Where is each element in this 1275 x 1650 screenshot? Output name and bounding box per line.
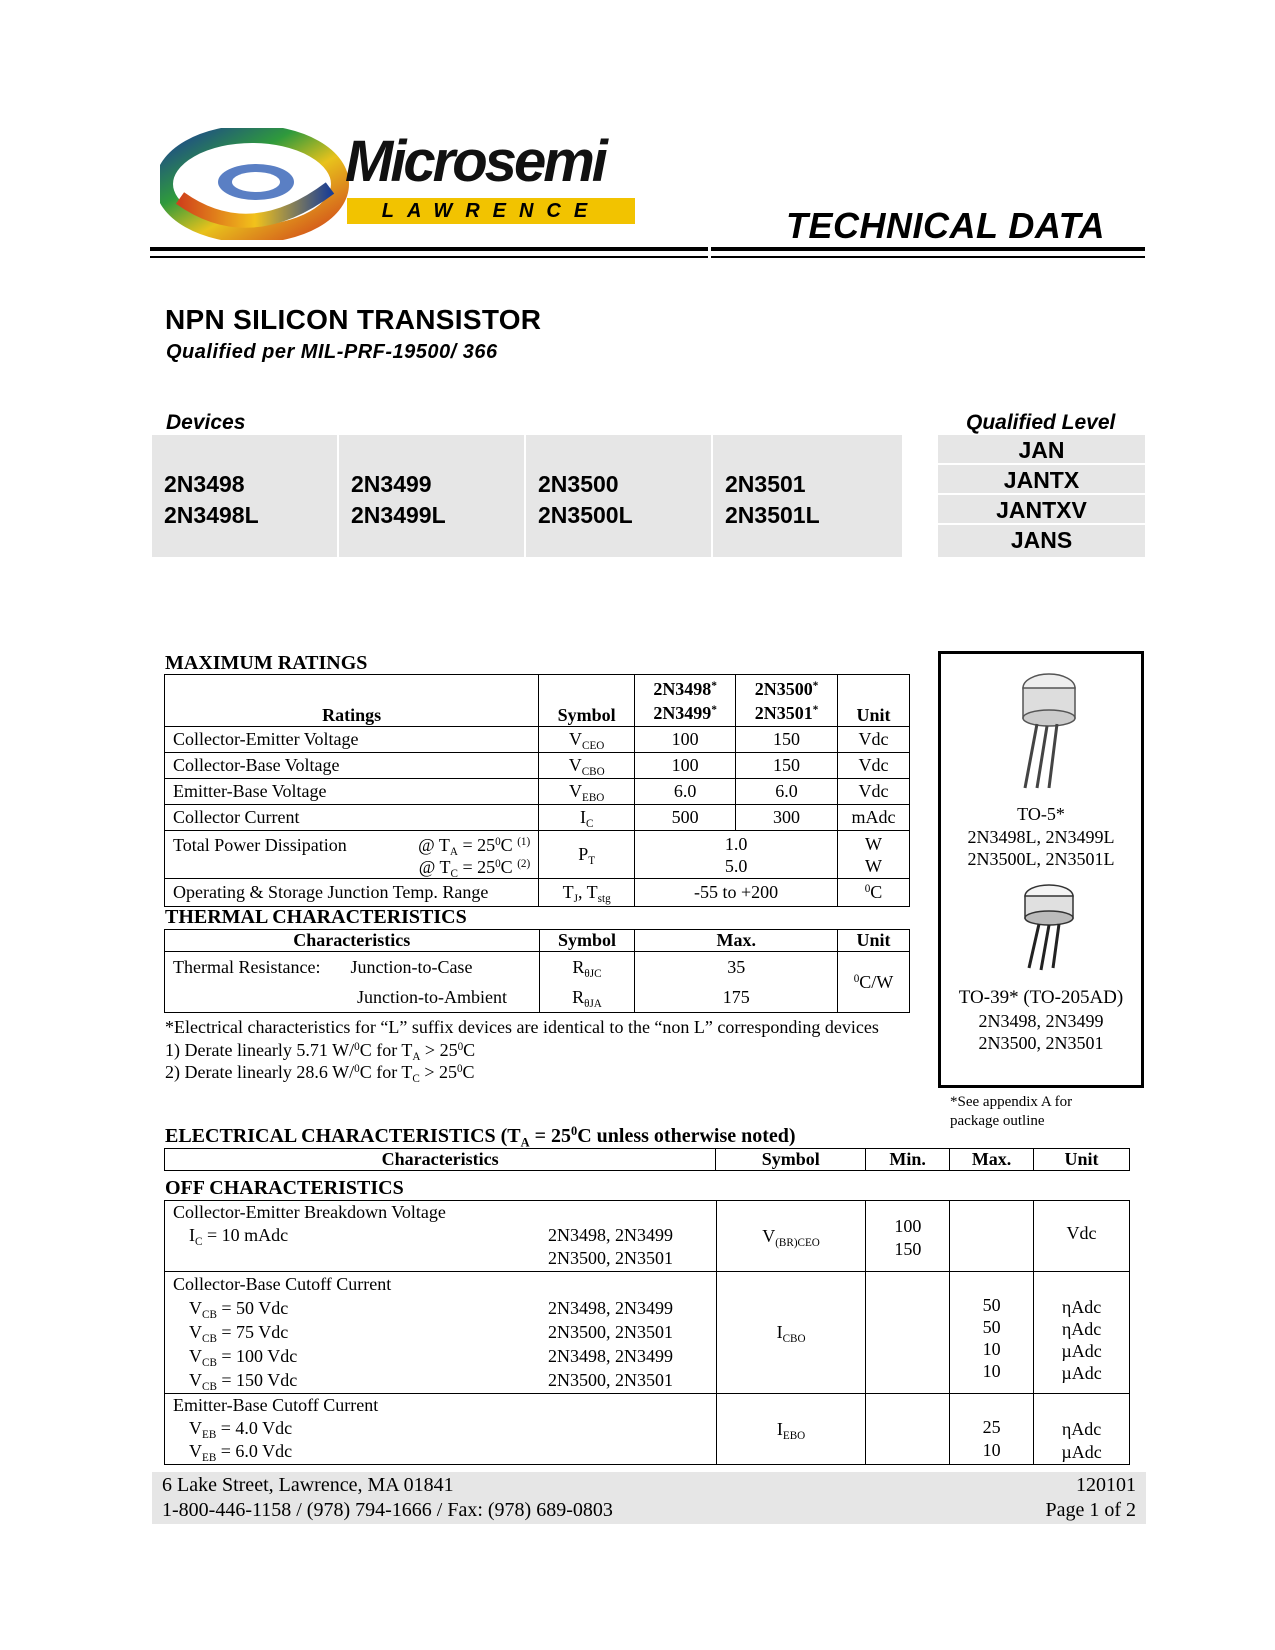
footer-address: 6 Lake Street, Lawrence, MA 01841 bbox=[162, 1474, 454, 1496]
device-column bbox=[152, 435, 339, 557]
thermal-table bbox=[164, 929, 910, 1013]
qualified-level: JANTXV bbox=[938, 495, 1145, 525]
qualified-level: JANS bbox=[1010, 527, 1073, 553]
note-derate-2: 2) Derate linearly 28.6 W/$^0$C for $T_C > 25^0C$ bbox=[165, 1062, 475, 1085]
microsemi-logo bbox=[160, 128, 660, 240]
device-part: 2N3499 bbox=[351, 471, 432, 497]
footer-page-number: Page 1 of 2 bbox=[1045, 1499, 1136, 1521]
header-rule-gap bbox=[708, 245, 711, 261]
header-rule-thick bbox=[150, 247, 1145, 251]
table-row-temp: Operating & Storage Junction Temp. Range $T_J$, $T_{stg}$ -55 to +200 $^0$C bbox=[165, 879, 910, 907]
table-row: Collector-Base Voltage $V_{CBO}$ 100 150 Vdc bbox=[165, 753, 910, 779]
col-symbol: Symbol bbox=[539, 675, 635, 727]
table-row-iebo: Emitter-Base Cutoff Current $V_{EB} = 4.0$ Vdc $V_{EB} = 6.0$ Vdc $I_{EBO}$ 25 10 ηAdc µAdc bbox=[165, 1394, 1130, 1465]
col-unit: Unit bbox=[838, 675, 910, 727]
technical-data-heading: TECHNICAL DATA bbox=[786, 205, 1105, 246]
device-column bbox=[526, 435, 713, 557]
footer bbox=[152, 1472, 1146, 1524]
to5-label: TO-5* bbox=[1017, 804, 1065, 824]
col-ratings: Ratings bbox=[165, 675, 539, 727]
to39-package-icon bbox=[1011, 882, 1081, 972]
page-subtitle: Qualified per MIL-PRF-19500/ 366 bbox=[166, 341, 498, 363]
device-part: 2N3500 bbox=[538, 471, 619, 497]
off-characteristics-heading: OFF CHARACTERISTICS bbox=[165, 1177, 404, 1199]
package-note: *See appendix A for package outline bbox=[950, 1094, 1073, 1129]
table-row: Collector-Emitter Voltage $V_{CEO}$ 100 150 Vdc bbox=[165, 727, 910, 753]
device-part: 2N3498 bbox=[164, 471, 245, 497]
footer-code: 120101 bbox=[1076, 1474, 1136, 1496]
devices-box bbox=[152, 435, 902, 557]
device-part: 2N3501 bbox=[725, 471, 806, 497]
table-row-icbo: Collector-Base Cutoff Current $V_{CB} = 50$ Vdc 2N3498, 2N3499 $V_{CB} = 75$ Vdc 2N3500, 2N3501 $V_{CB} = 100$ Vdc 2N3498, 2N3499 $V_{CB} = 150$ Vdc 2N3500, 2N3501 $I_{CBO}$ 50 50 10 10 ηAdc ηAdc µAdc µAdc bbox=[165, 1272, 1130, 1394]
footer-phone: 1-800-446-1158 / (978) 794-1666 / Fax: (978) 689-0803 bbox=[162, 1499, 613, 1521]
device-column bbox=[713, 435, 902, 557]
to39-label: TO-39* (TO-205AD) bbox=[958, 987, 1124, 1008]
logo-wordmark: Microsemi bbox=[345, 129, 605, 194]
qualified-level: JAN bbox=[938, 435, 1145, 465]
note-derate-1: 1) Derate linearly 5.71 W/$^0$C for $T_A > 25^0C$ bbox=[165, 1040, 476, 1063]
page-title: NPN SILICON TRANSISTOR bbox=[165, 304, 542, 335]
electrical-heading: ELECTRICAL CHARACTERISTICS ($T_A = 25^0C$ unless otherwise noted) bbox=[165, 1124, 796, 1150]
table-row-bvceo: Collector-Emitter Breakdown Voltage $I_C = 10$ mAdc 2N3498, 2N3499 2N3500, 2N3501 $V_{(BR)CEO}$ 100 150 Vdc bbox=[165, 1201, 1130, 1272]
thermal-heading: THERMAL CHARACTERISTICS bbox=[165, 906, 467, 928]
to5-package-icon bbox=[1011, 670, 1081, 790]
table-row: Thermal Resistance: Junction-to-Case Junction-to-Ambient $R_{\theta JC}$ $R_{\theta JA}$ 35 175 $^0$C/W bbox=[165, 952, 910, 1013]
device-part: 2N3499L bbox=[351, 502, 446, 528]
table-row: Emitter-Base Voltage $V_{EBO}$ 6.0 6.0 Vdc bbox=[165, 779, 910, 805]
table-row: Collector Current $I_C$ 500 300 mAdc bbox=[165, 805, 910, 831]
device-column bbox=[339, 435, 526, 557]
device-part: 2N3498L bbox=[164, 502, 259, 528]
to39-devices: 2N3500, 2N3501 bbox=[978, 1033, 1104, 1053]
max-ratings-heading: MAXIMUM RATINGS bbox=[165, 652, 368, 674]
to5-devices: 2N3500L, 2N3501L bbox=[967, 849, 1115, 869]
qualified-level: JANTX bbox=[938, 465, 1145, 495]
electrical-header-table: Characteristics Symbol Min. Max. Unit bbox=[164, 1148, 1130, 1171]
device-part: 2N3500L bbox=[538, 502, 633, 528]
max-ratings-table bbox=[164, 674, 910, 907]
table-header-row bbox=[165, 675, 910, 727]
header-rule-thin bbox=[150, 256, 1145, 258]
device-part: 2N3501L bbox=[725, 502, 820, 528]
table-row-power: Total Power Dissipation @ $T_A = 25^0C$ $^{(1)}$ @ $T_C = 25^0C$ $^{(2)}$ $P_T$ 1.0 5.0 W W bbox=[165, 831, 910, 879]
to5-devices: 2N3498L, 2N3499L bbox=[967, 827, 1115, 847]
qualified-levels-box bbox=[938, 435, 1145, 557]
to39-devices: 2N3498, 2N3499 bbox=[978, 1011, 1104, 1031]
table-header-row: Characteristics Symbol Max. Unit bbox=[165, 930, 910, 952]
col-2n3498-2n3499: 2N3498* 2N3499* bbox=[635, 675, 736, 727]
note-l-suffix: *Electrical characteristics for “L” suffix devices are identical to the “non L” corresponding devices bbox=[165, 1017, 879, 1037]
package-box bbox=[938, 651, 1144, 1088]
logo-subtext: LAWRENCE bbox=[347, 198, 635, 224]
devices-label: Devices bbox=[166, 411, 246, 434]
off-characteristics-table bbox=[164, 1200, 1130, 1465]
col-2n3500-2n3501: 2N3500* 2N3501* bbox=[736, 675, 838, 727]
qualified-level-label: Qualified Level bbox=[966, 411, 1116, 434]
